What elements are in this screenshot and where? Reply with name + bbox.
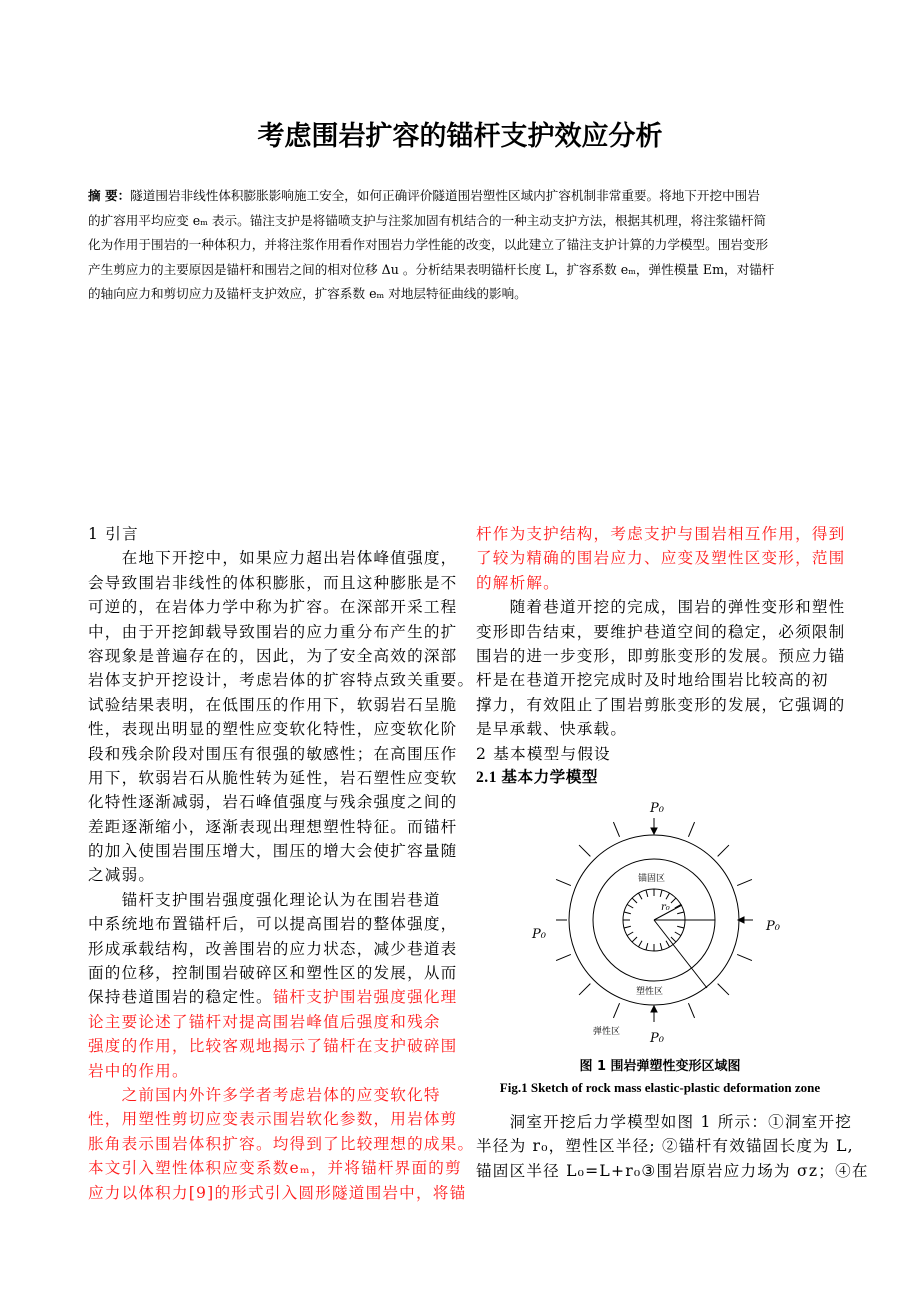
load-label-top: P₀ bbox=[650, 801, 664, 816]
inner-tick bbox=[646, 943, 648, 950]
text-line bbox=[476, 1159, 869, 1183]
text-segment: 的加入使围岩围压增大，围压的增大会使扩容量随 bbox=[88, 842, 458, 861]
inner-tick bbox=[677, 926, 684, 928]
inner-tick bbox=[646, 890, 648, 897]
inner-tick bbox=[632, 937, 637, 942]
abstract-line: 的扩容用平均应变 eₘ 表示。锚注支护是将锚喷支护与注浆加固有机结合的一种主动支护方法，根据其机理，将注浆锚杆简 bbox=[88, 212, 767, 228]
left-column bbox=[88, 522, 475, 1205]
text-line bbox=[88, 1059, 450, 1083]
outer-tick bbox=[613, 822, 619, 837]
text-line bbox=[88, 1010, 450, 1034]
text-line bbox=[476, 693, 846, 717]
text-segment: 在地下开挖中，如果应力超出岩体峰值强度， bbox=[88, 549, 458, 568]
text-segment: 撑力，有效阻止了围岩剪胀变形的发展，它强调的 bbox=[476, 695, 846, 714]
zone-label-anchor: 锚固区 bbox=[638, 874, 666, 884]
text-line bbox=[88, 1107, 458, 1131]
text-line bbox=[88, 985, 458, 1009]
radius-line-plastic bbox=[654, 920, 707, 988]
text-line bbox=[88, 1181, 467, 1205]
text-line bbox=[88, 571, 458, 595]
text-line bbox=[88, 1083, 450, 1107]
text-segment: 1 引言 bbox=[88, 525, 139, 543]
abstract-line: 隧道围岩非线性体积膨胀影响施工安全，如何正确评价隧道围岩塑性区域内扩容机制非常重要。将地下开挖中围岩 bbox=[130, 188, 760, 203]
right-column bbox=[476, 522, 846, 790]
text-segment: 差距逐渐缩小，逐渐表现出理想塑性特征。而锚杆 bbox=[88, 817, 458, 836]
text-segment: 用下，软弱岩石从脆性转为延性，岩石塑性应变软 bbox=[88, 768, 458, 787]
text-segment: 洞室开挖后力学模型如图 1 所示：①洞室开挖 bbox=[476, 1113, 853, 1131]
inner-tick bbox=[624, 926, 631, 928]
text-line bbox=[476, 1110, 853, 1134]
text-segment: 化特性逐渐减弱，岩石峰值强度与残余强度之间的 bbox=[88, 793, 458, 812]
text-segment: 容现象是普遍存在的，因此，为了安全高效的深部 bbox=[88, 646, 458, 665]
outer-tick bbox=[737, 954, 752, 960]
load-label-right: P₀ bbox=[766, 919, 780, 934]
highlighted-text: 强度的作用，比较客观地揭示了锚杆在支护破碎围 bbox=[88, 1037, 458, 1056]
outer-tick bbox=[737, 879, 752, 885]
text-line bbox=[476, 595, 846, 619]
outer-tick bbox=[579, 845, 590, 856]
inner-tick bbox=[671, 898, 676, 903]
text-line bbox=[476, 522, 846, 546]
abstract-label: 摘 要： bbox=[88, 188, 131, 203]
text-segment: 试验结果表明，在低围压的作用下，软弱岩石呈脆 bbox=[88, 695, 458, 714]
highlighted-text: 锚杆支护围岩强度强化理 bbox=[272, 988, 458, 1007]
text-line bbox=[88, 620, 458, 644]
inner-tick bbox=[639, 941, 643, 947]
load-label-bottom: P₀ bbox=[650, 1031, 664, 1046]
inner-tick bbox=[627, 932, 633, 936]
text-segment: 2.1 基本力学模型 bbox=[476, 768, 598, 786]
abstract bbox=[88, 184, 833, 307]
highlighted-text: 的解析解。 bbox=[476, 573, 560, 592]
text-line bbox=[88, 839, 458, 863]
right-column-continued bbox=[476, 1110, 869, 1183]
text-segment: 性，表现出明显的塑性应变软化特性，应变软化阶 bbox=[88, 720, 458, 739]
text-segment: 锚固区半径 L₀=L+r₀③围岩原岩应力场为 σz；④在 bbox=[476, 1161, 869, 1180]
outer-tick bbox=[718, 845, 729, 856]
inner-tick bbox=[671, 937, 676, 942]
text-line bbox=[476, 546, 846, 570]
zone-label-elastic: 弹性区 bbox=[593, 1027, 621, 1037]
inner-tick bbox=[677, 912, 684, 914]
text-line bbox=[88, 888, 450, 912]
load-label-left: P₀ bbox=[532, 927, 546, 942]
text-line bbox=[88, 912, 458, 936]
highlighted-text: 之前国内外许多学者考虑岩体的应变软化特 bbox=[88, 1085, 441, 1104]
text-segment: 是早承载、快承载。 bbox=[476, 720, 628, 739]
text-segment: 会导致围岩非线性的体积膨胀，而且这种膨胀是不 bbox=[88, 573, 458, 592]
outer-tick bbox=[688, 822, 694, 837]
paper-title: 考虑围岩扩容的锚杆支护效应分析 bbox=[257, 121, 663, 152]
text-segment: 锚杆支护围岩强度强化理论认为在围岩巷道 bbox=[88, 890, 441, 909]
figure-caption-en: Fig.1 Sketch of rock mass elastic-plastic deformation zone bbox=[499, 1080, 821, 1095]
abstract-line: 化为作用于围岩的一种体积力，并将注浆作用看作对围岩力学性能的改变，以此建立了锚注支护计算的力学模型。围岩变形 bbox=[88, 237, 769, 252]
text-line bbox=[88, 790, 458, 814]
text-line bbox=[88, 668, 475, 692]
inner-tick bbox=[660, 890, 662, 897]
highlighted-text: 胀角表示围岩体积扩容。均得到了比较理想的成果。 bbox=[88, 1134, 475, 1153]
highlighted-text: 应力以体积力[9]的形式引入圆形隧道围岩中，将锚 bbox=[88, 1183, 467, 1202]
text-segment: 围岩的进一步变形，即剪胀变形的发展。预应力锚 bbox=[476, 646, 846, 665]
text-line bbox=[88, 1156, 462, 1180]
abstract-line: 的轴向应力和剪切应力及锚杆支护效应，扩容系数 eₘ 对地层特征曲线的影响。 bbox=[88, 286, 527, 301]
text-line bbox=[88, 937, 458, 961]
inner-tick bbox=[627, 905, 633, 909]
text-line bbox=[88, 644, 458, 668]
text-line bbox=[476, 644, 846, 668]
text-segment: 杆是在巷道开挖完成时及时地给围岩比较高的初 bbox=[476, 671, 829, 690]
figure-rock-zones bbox=[470, 790, 850, 1050]
text-line bbox=[476, 717, 838, 741]
text-line bbox=[476, 571, 838, 595]
text-line bbox=[88, 815, 458, 839]
text-line bbox=[88, 742, 458, 766]
text-line bbox=[88, 522, 450, 546]
inner-tick bbox=[666, 893, 670, 899]
inner-tick bbox=[639, 893, 643, 899]
abstract-line: 产生剪应力的主要原因是锚杆和围岩之间的相对位移 Δu 。分析结果表明锚杆长度 L，扩容系数 eₘ，弹性模量 Em，对锚杆 bbox=[88, 261, 775, 277]
text-segment: 随着巷道开挖的完成，围岩的弹性变形和塑性 bbox=[476, 598, 846, 617]
outer-tick bbox=[556, 954, 571, 960]
text-line bbox=[88, 766, 458, 790]
inner-tick bbox=[666, 941, 670, 947]
highlighted-text: 杆作为支护结构，考虑支护与围岩相互作用，得到 bbox=[476, 525, 846, 543]
text-segment: 之减弱。 bbox=[88, 866, 156, 885]
text-line bbox=[476, 620, 846, 644]
highlighted-text: 本文引入塑性体积应变系数eₘ，并将锚杆界面的剪 bbox=[88, 1159, 462, 1178]
highlighted-text: 岩中的作用。 bbox=[88, 1061, 189, 1080]
outer-tick bbox=[718, 984, 729, 995]
text-segment: 2 基本模型与假设 bbox=[476, 744, 611, 763]
inner-tick bbox=[624, 912, 631, 914]
text-segment: 中，由于开挖卸载导致围岩的应力重分布产生的扩 bbox=[88, 622, 458, 641]
inner-tick bbox=[660, 943, 662, 950]
outer-tick bbox=[556, 879, 571, 885]
highlighted-text: 论主要论述了锚杆对提高围岩峰值后强度和残余 bbox=[88, 1012, 441, 1031]
highlighted-text: 性，用塑性剪切应变表示围岩软化参数，用岩体剪 bbox=[88, 1110, 458, 1129]
text-segment: 半径为 r₀，塑性区半径; ②锚杆有效锚固长度为 L, bbox=[476, 1137, 854, 1156]
text-segment: 面的位移，控制围岩破碎区和塑性区的发展，从而 bbox=[88, 964, 458, 983]
figure-caption-cn: 图 1 围岩弹塑性变形区域图 bbox=[579, 1059, 741, 1074]
text-line bbox=[476, 668, 838, 692]
text-segment: 保持巷道围岩的稳定性。 bbox=[88, 988, 273, 1007]
zone-label-plastic: 塑性区 bbox=[636, 987, 664, 997]
inner-tick bbox=[675, 932, 681, 936]
highlighted-text: 了较为精确的围岩应力、应变及塑性区变形，范围 bbox=[476, 549, 846, 568]
text-line bbox=[88, 961, 458, 985]
text-line bbox=[88, 717, 458, 741]
text-segment: 变形即告结束，要维护巷道空间的稳定，必须限制 bbox=[476, 622, 846, 641]
text-segment: 可逆的，在岩体力学中称为扩容。在深部开采工程 bbox=[88, 598, 458, 617]
outer-tick bbox=[613, 1003, 619, 1018]
text-line bbox=[476, 766, 838, 790]
inner-tick bbox=[632, 898, 637, 903]
text-segment: 岩体支护开挖设计，考虑岩体的扩容特点致关重要。 bbox=[88, 671, 475, 690]
outer-tick bbox=[688, 1003, 694, 1018]
text-line bbox=[88, 595, 458, 619]
text-line bbox=[88, 693, 458, 717]
text-line bbox=[476, 742, 838, 766]
text-segment: 中系统地布置锚杆后，可以提高围岩的整体强度， bbox=[88, 915, 458, 934]
text-line bbox=[88, 546, 458, 570]
text-line bbox=[476, 1134, 854, 1158]
radius-label: r₀ bbox=[661, 902, 670, 913]
text-line bbox=[88, 863, 450, 887]
text-line bbox=[88, 1132, 475, 1156]
text-segment: 形成承载结构，改善围岩的应力状态，减少巷道表 bbox=[88, 939, 458, 958]
outer-tick bbox=[579, 984, 590, 995]
text-segment: 段和残余阶段对围压有很强的敏感性；在高围压作 bbox=[88, 744, 458, 763]
text-line bbox=[88, 1034, 458, 1058]
